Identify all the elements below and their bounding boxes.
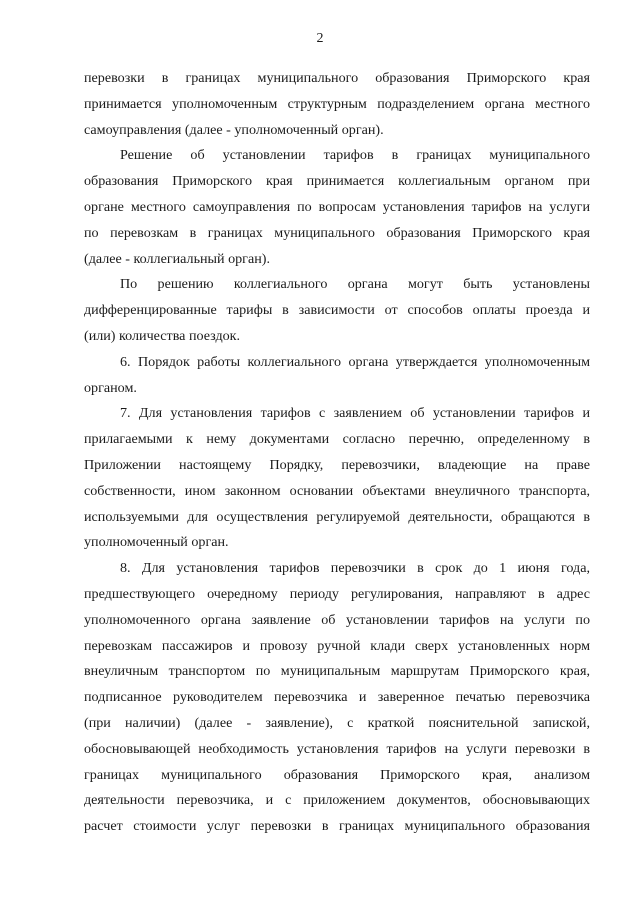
- text-line: прилагаемыми к нему документами согласно перечню, определенному в: [84, 431, 590, 448]
- paragraph: [84, 350, 590, 402]
- text-line: обосновывающей необходимость установления тарифов на услуги перевозки в: [84, 740, 590, 757]
- text-line: перевозкам пассажиров и провозу ручной клади сверх установленных норм: [84, 637, 590, 654]
- page-number: 2: [316, 31, 324, 46]
- text-line: дифференцированные тарифы в зависимости от способов оплаты проезда и: [84, 302, 590, 319]
- text-line: деятельности перевозчика, и с приложением документов, обосновывающих: [84, 792, 590, 809]
- text-line: (далее - коллегиальный орган).: [84, 250, 270, 267]
- text-line: 8. Для установления тарифов перевозчики в срок до 1 июня года,: [120, 560, 590, 577]
- text-line: границах муниципального образования Приморского края, анализом: [84, 766, 590, 783]
- text-line: Приложении настоящему Порядку, перевозчики, владеющие на праве: [84, 456, 590, 473]
- text-line: расчет стоимости услуг перевозки в границах муниципального образования: [84, 818, 590, 835]
- text-line: 6. Порядок работы коллегиального органа утверждается уполномоченным: [120, 353, 590, 370]
- paragraph: [84, 272, 590, 349]
- text-line: используемыми для осуществления регулируемой деятельности, обращаются в: [84, 508, 590, 525]
- text-line: образования Приморского края принимается коллегиальным органом при: [84, 173, 590, 190]
- text-line: 7. Для установления тарифов с заявлением об установлении тарифов и: [120, 405, 590, 422]
- text-line: внеуличным транспортом по муниципальным маршрутам Приморского края,: [84, 663, 590, 680]
- text-line: подписанное руководителем перевозчика и заверенное печатью перевозчика: [84, 689, 590, 706]
- text-line: по перевозкам в границах муниципального образования Приморского края: [84, 224, 590, 241]
- paragraph: [84, 66, 590, 143]
- text-line: органом.: [84, 379, 137, 396]
- text-line: (при наличии) (далее - заявление), с краткой пояснительной запиской,: [84, 714, 590, 731]
- text-line: собственности, ином законном основании объектами внеуличного транспорта,: [84, 482, 590, 499]
- document-body: [84, 66, 590, 840]
- text-line: самоуправления (далее - уполномоченный орган).: [84, 121, 384, 138]
- text-line: предшествующего очередному периоду регулирования, направляют в адрес: [84, 585, 590, 602]
- text-line: уполномоченный орган.: [84, 534, 229, 551]
- text-line: Решение об установлении тарифов в границах муниципального: [120, 147, 590, 164]
- paragraph: [84, 401, 590, 556]
- text-line: перевозки в границах муниципального образования Приморского края: [84, 70, 590, 86]
- text-line: (или) количества поездок.: [84, 327, 241, 344]
- text-line: органе местного самоуправления по вопросам установления тарифов на услуги: [84, 198, 590, 215]
- text-line: уполномоченного органа заявление об установлении тарифов на услуги по: [84, 611, 590, 628]
- paragraph: [84, 556, 590, 840]
- paragraph: [84, 143, 590, 272]
- text-line: принимается уполномоченным структурным подразделением органа местного: [84, 95, 590, 112]
- text-line: По решению коллегиального органа могут быть установлены: [120, 276, 590, 293]
